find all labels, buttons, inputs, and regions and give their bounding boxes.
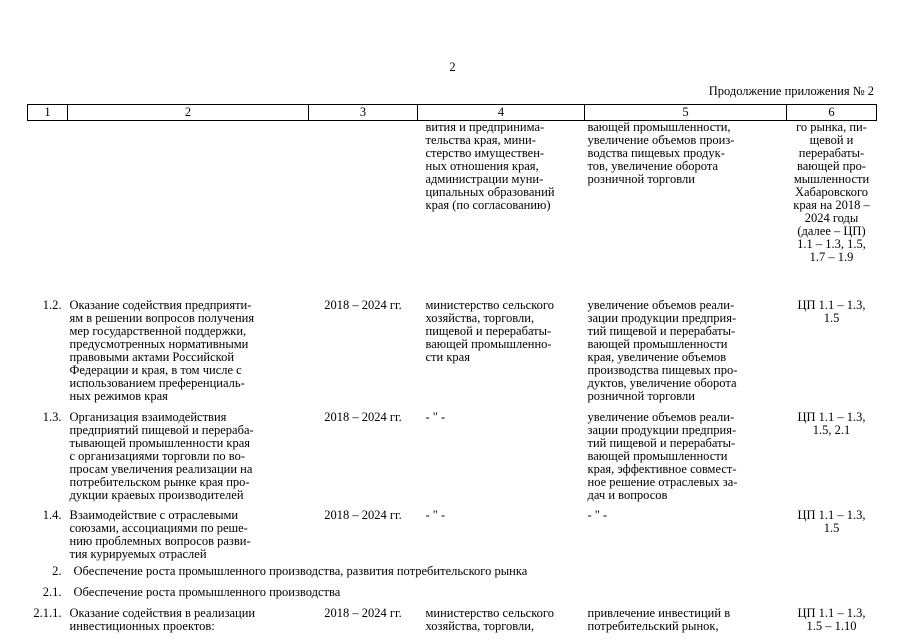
table-row	[28, 411, 877, 509]
measure-text	[68, 121, 309, 299]
measure-text: Оказание содействия предприяти- ям в решении вопросов получения мер государственной поддержки, предусмотренных нормативными правовыми актами Российской Федерации и края, в том числе с использованием преференциаль- ных режимов края	[69, 297, 255, 403]
section-row	[28, 565, 877, 586]
header-cell: 2	[68, 105, 309, 121]
indicator: ЦП 1.1 – 1.3, 1.5, 2.1	[797, 409, 866, 437]
result: увеличение объемов реали- зации продукции предприя- тий пищевой и перерабаты- вающей промышленности края, увеличение объемов производства пищевых про- дуктов, увеличение оборота розничной торговли	[587, 297, 738, 403]
row-number	[28, 121, 68, 299]
measure-text: Оказание содействия в реализации инвестиционных проектов:	[69, 605, 256, 633]
indicator: го рынка, пи- щевой и перерабаты- вающей про- мышленности Хабаровского края на 2018 – 2024 годы (далее – ЦП) 1.1 – 1.3, 1.5, 1.7 – 1.9	[793, 120, 870, 264]
measure-text: Взаимодействие с отраслевыми союзами, ассоциациями по реше- нию проблемных вопросов разви- тия курируемых отраслей	[69, 507, 251, 561]
result: - " -	[587, 507, 608, 522]
executor: - " -	[425, 409, 446, 424]
header-cell: 1	[28, 105, 68, 121]
indicator: ЦП 1.1 – 1.3, 1.5	[797, 507, 866, 535]
subsection-title: Обеспечение роста промышленного производства	[73, 584, 341, 599]
row-number: 2.1.1.	[33, 605, 62, 620]
table-row	[28, 299, 877, 411]
table-row	[28, 509, 877, 565]
period: 2018 – 2024 гг.	[324, 605, 402, 620]
table-row	[28, 607, 877, 633]
section-title: Обеспечение роста промышленного производства, развития потребительского рынка	[73, 563, 528, 578]
section-number: 2.	[52, 563, 62, 578]
header-cell: 6	[787, 105, 877, 121]
header-cell: 3	[309, 105, 418, 121]
page-number: 2	[449, 60, 456, 74]
indicator: ЦП 1.1 – 1.3, 1.5	[797, 297, 866, 325]
period: 2018 – 2024 гг.	[324, 409, 402, 424]
period: 2018 – 2024 гг.	[324, 507, 402, 522]
result: вающей промышленности, увеличение объемов произ- водства пищевых продук- тов, увеличение оборота розничной торговли	[587, 120, 735, 186]
subsection-number: 2.1.	[42, 584, 62, 599]
plan-table	[27, 104, 877, 633]
result: увеличение объемов реали- зации продукции предприя- тий пищевой и перерабаты- вающей промышленности края, эффективное совмест- ное решение отраслевых за- дач и вопросов	[587, 409, 738, 502]
header-cell: 5	[585, 105, 787, 121]
row-number: 1.3.	[42, 409, 62, 424]
executor: министерство сельского хозяйства, торговли,	[425, 605, 554, 633]
continuation-label: Продолжение приложения № 2	[708, 84, 874, 98]
table-row	[28, 121, 877, 299]
executor: вития и предпринима- тельства края, мини- стерство имуществен- ных отношения края, администрации муни- ципальных образований края (по согласованию)	[425, 120, 555, 212]
executor: министерство сельского хозяйства, торговли, пищевой и перерабаты- вающей промышленно- сти края	[425, 297, 554, 364]
result: привлечение инвестиций в потребительский рынок,	[587, 605, 731, 633]
period: 2018 – 2024 гг.	[324, 297, 402, 312]
period	[309, 121, 418, 299]
header-cell: 4	[418, 105, 585, 121]
header-row	[28, 105, 877, 121]
row-number: 1.4.	[42, 507, 62, 522]
indicator: ЦП 1.1 – 1.3, 1.5 – 1.10	[797, 605, 866, 633]
executor: - " -	[425, 507, 446, 522]
subsection-row	[28, 586, 877, 607]
measure-text: Организация взаимодействия предприятий пищевой и перераба- тывающей промышленности края с организациями торговли по во- просам увеличения реализации на потребительском рынке края про- дукции краевых производителей	[69, 409, 254, 502]
row-number: 1.2.	[42, 297, 62, 312]
